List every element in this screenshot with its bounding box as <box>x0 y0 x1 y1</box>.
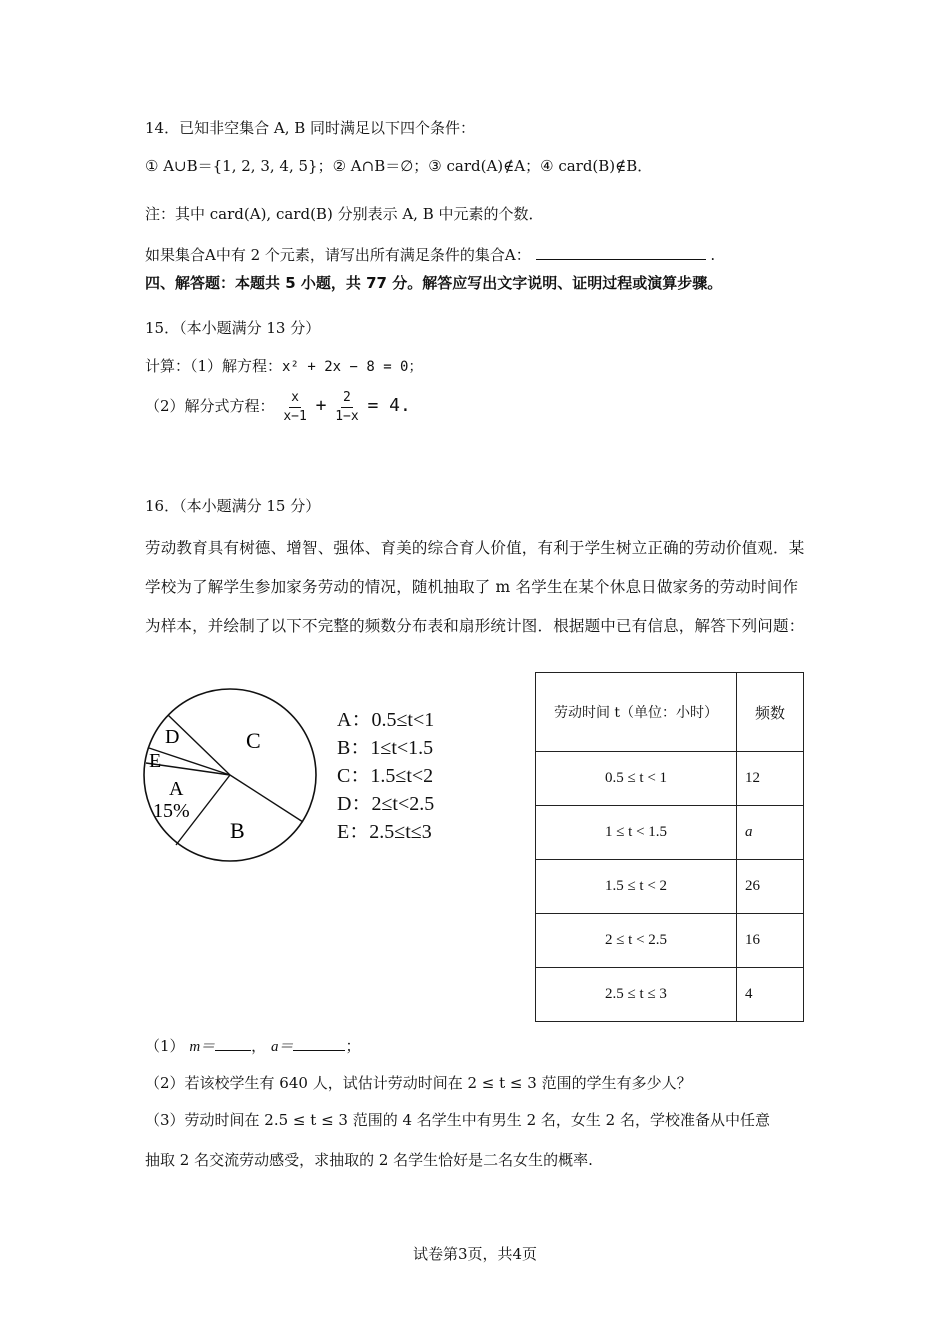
q14-intro: 14．已知非空集合 A, B 同时满足以下四个条件： <box>145 119 476 137</box>
table-cell-range: 0.5 ≤ t < 1 <box>536 752 737 806</box>
q16-sub1-a-label: a＝ <box>270 1039 294 1055</box>
table-header-frequency: 频数 <box>737 673 804 752</box>
pie-chart <box>140 685 330 865</box>
pie-label-e: E <box>149 750 162 772</box>
q15-part2-prefix: （2）解分式方程： <box>145 397 275 415</box>
q16-sub1 <box>145 1036 361 1057</box>
q15-fraction-1 <box>281 389 308 426</box>
table-cell-count: 4 <box>737 968 804 1022</box>
legend-c: C：1.5≤t<2 <box>337 765 434 787</box>
table-cell-range: 1 ≤ t < 1.5 <box>536 806 737 860</box>
q16-sub1-end: ； <box>345 1037 361 1055</box>
q15-frac1-num: x <box>289 389 301 408</box>
q16-header: 16．（本小题满分 15 分） <box>145 497 321 515</box>
q14-conditions: ① A∪B＝{1, 2, 3, 4, 5}；② A∩B＝∅；③ card(A)∉A；④ card(B)∉B． <box>145 157 653 175</box>
table-cell-count: 12 <box>737 752 804 806</box>
pie-label-d: D <box>165 726 180 748</box>
q15-fraction-2 <box>333 389 360 426</box>
q16-sub1-m-label: m＝ <box>189 1039 216 1055</box>
q15-rhs: = 4. <box>367 395 411 416</box>
q15-header: 15．（本小题满分 13 分） <box>145 319 321 337</box>
q15-frac1-den: x−1 <box>283 408 307 424</box>
pie-label-a: A <box>169 778 184 800</box>
table-cell-range: 1.5 ≤ t < 2 <box>536 860 737 914</box>
q16-sub3-line1: （3）劳动时间在 2.5 ≤ t ≤ 3 范围的 4 名学生中有男生 2 名，女生 2 名，学校准备从中任意 <box>145 1111 770 1129</box>
table-row <box>536 860 804 914</box>
q15-part1-equation: x² + 2x − 8 = 0； <box>282 359 423 375</box>
pie-label-a-percent: 15% <box>153 800 190 822</box>
table-header-row <box>536 673 804 752</box>
frequency-table <box>535 672 804 1022</box>
pie-divider-b-c <box>230 775 303 822</box>
section-4-title: 四、解答题：本题共 5 小题，共 77 分。解答应写出文字说明、证明过程或演算步骤。 <box>145 274 723 292</box>
legend-b: B：1≤t<1.5 <box>337 737 434 759</box>
legend-e: E：2.5≤t≤3 <box>337 821 432 843</box>
q16-sub1-separator: ， <box>251 1037 267 1055</box>
legend-d: D：2≤t<2.5 <box>337 793 435 815</box>
q15-part1 <box>145 356 422 377</box>
pie-label-b: B <box>230 818 245 843</box>
table-cell-range: 2 ≤ t < 2.5 <box>536 914 737 968</box>
q15-frac2-den: 1−x <box>335 408 359 424</box>
page-footer: 试卷第3页，共4页 <box>412 1245 538 1263</box>
table-header-time: 劳动时间 t（单位：小时） <box>536 673 737 752</box>
q15-part1-prefix: 计算：（1）解方程： <box>145 357 283 375</box>
table-row <box>536 914 804 968</box>
q16-a-blank[interactable] <box>293 1036 345 1051</box>
q16-sub2: （2）若该校学生有 640 人，试估计劳动时间在 2 ≤ t ≤ 3 范围的学生有多少人？ <box>145 1074 692 1092</box>
legend-a: A：0.5≤t<1 <box>337 709 435 731</box>
table-row <box>536 968 804 1022</box>
table-row <box>536 752 804 806</box>
q14-prompt-text: 如果集合A中有 2 个元素，请写出所有满足条件的集合A： <box>145 246 531 264</box>
table-cell-count: 16 <box>737 914 804 968</box>
table-cell-count: a <box>737 806 804 860</box>
q14-prompt-end: . <box>710 246 716 264</box>
q14-answer-blank[interactable] <box>536 245 706 260</box>
q15-plus: + <box>315 395 327 416</box>
q15-part2 <box>145 386 411 426</box>
pie-label-c: C <box>246 728 261 753</box>
table-row <box>536 806 804 860</box>
q14-prompt <box>145 245 715 265</box>
q16-m-blank[interactable] <box>215 1036 251 1051</box>
q15-frac2-num: 2 <box>341 389 353 408</box>
q16-paragraph: 劳动教育具有树德、增智、强体、育美的综合育人价值，有利于学生树立正确的劳动价值观．某学校为了解学生参加家务劳动的情况，随机抽取了 m 名学生在某个休息日做家务的劳动时间作为样本，并绘制了以下不完整的频数分布表和扇形统计图．根据题中已有信息，解答下列问题： <box>145 539 805 635</box>
q16-sub1-prefix: （1） <box>145 1037 185 1055</box>
q16-sub3-line2: 抽取 2 名交流劳动感受，求抽取的 2 名学生恰好是二名女生的概率. <box>145 1151 593 1169</box>
table-cell-range: 2.5 ≤ t ≤ 3 <box>536 968 737 1022</box>
q14-note: 注：其中 card(A), card(B) 分别表示 A, B 中元素的个数． <box>145 205 544 223</box>
table-cell-count: 26 <box>737 860 804 914</box>
